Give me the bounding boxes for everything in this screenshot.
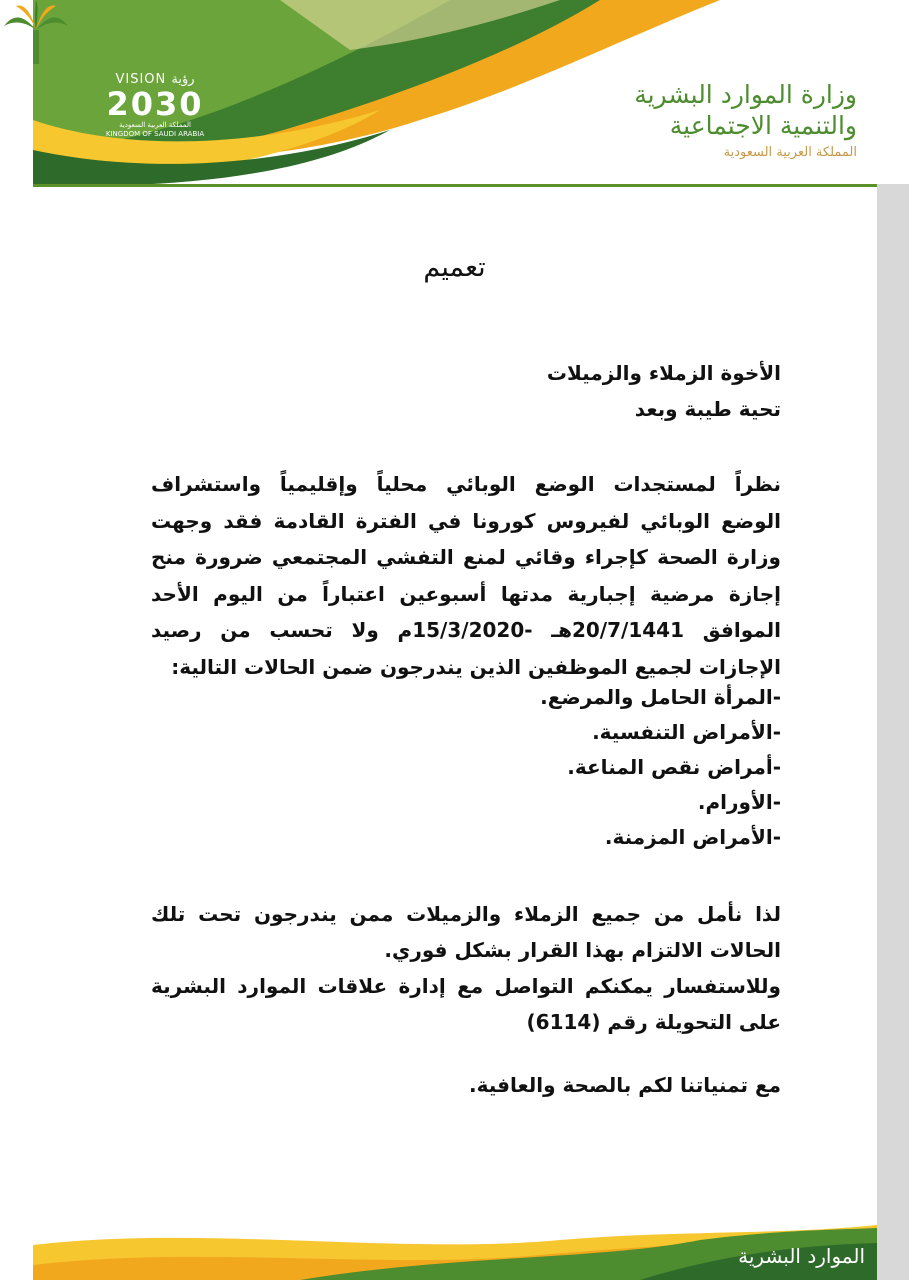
greeting-line: الأخوة الزملاء والزميلات: [546, 361, 781, 385]
vision-sub-english: KINGDOM OF SAUDI ARABIA: [105, 130, 205, 138]
ministry-name-line1: وزارة الموارد البشرية: [634, 80, 857, 109]
document-title: تعميم: [423, 252, 486, 283]
header-divider: [33, 184, 878, 187]
body-line: إجازة مرضية إجبارية مدتها أسبوعين اعتباراً من اليوم الأحد: [151, 581, 781, 606]
header-banner: [0, 0, 909, 190]
body-line: الوضع الوبائي لفيروس كورونا في الفترة القادمة فقد وجهت: [151, 508, 781, 533]
closing-line: لذا نأمل من جميع الزملاء والزميلات ممن يندرجون تحت تلك: [151, 902, 781, 926]
condition-item: -الأمراض المزمنة.: [604, 825, 781, 849]
closing-line: وللاستفسار يمكنكم التواصل مع إدارة علاقات الموارد البشرية: [151, 974, 781, 998]
ministry-country: المملكة العربية السعودية: [723, 145, 857, 160]
closing-line: على التحويلة رقم (6114): [526, 1010, 781, 1034]
condition-item: -المرأة الحامل والمرضع.: [540, 685, 781, 709]
body-line: الإجازات لجميع الموظفين الذين يندرجون ضمن الحالات التالية:: [171, 654, 781, 679]
footer-label: الموارد البشرية: [738, 1244, 865, 1268]
body-line: وزارة الصحة كإجراء وقائي لمنع التفشي المجتمعي ضرورة منح: [151, 545, 781, 569]
greeting: [151, 355, 781, 427]
closing-wish: مع تمنياتنا لكم بالصحة والعافية.: [468, 1073, 781, 1097]
body-paragraph: [151, 466, 781, 685]
vision-label: VISION رؤية: [115, 72, 195, 87]
body-line: الموافق 20/7/1441هـ -15/3/2020م ولا تحسب من رصيد: [151, 618, 782, 642]
greeting-line: تحية طيبة وبعد: [634, 397, 781, 421]
closing-paragraph: [151, 896, 781, 1040]
ministry-palm-logo-icon: [0, 0, 72, 66]
conditions-list: [151, 680, 781, 855]
closing-line: الحالات الالتزام بهذا القرار بشكل فوري.: [384, 938, 781, 962]
vision-2030-logo: [100, 72, 210, 139]
condition-item: -الأمراض التنفسية.: [592, 720, 781, 744]
vision-year: 2030: [106, 85, 204, 123]
condition-item: -الأورام.: [697, 790, 781, 814]
ministry-name-block: [597, 80, 857, 164]
side-margin-bar: [877, 184, 909, 1280]
condition-item: -أمراض نقص المناعة.: [567, 755, 781, 779]
body-line: نظراً لمستجدات الوضع الوبائي محلياً وإقليمياً واستشراف: [151, 472, 781, 496]
vision-sub-arabic: المملكة العربية السعودية: [119, 121, 191, 129]
ministry-name-line2: والتنمية الاجتماعية: [669, 111, 857, 140]
